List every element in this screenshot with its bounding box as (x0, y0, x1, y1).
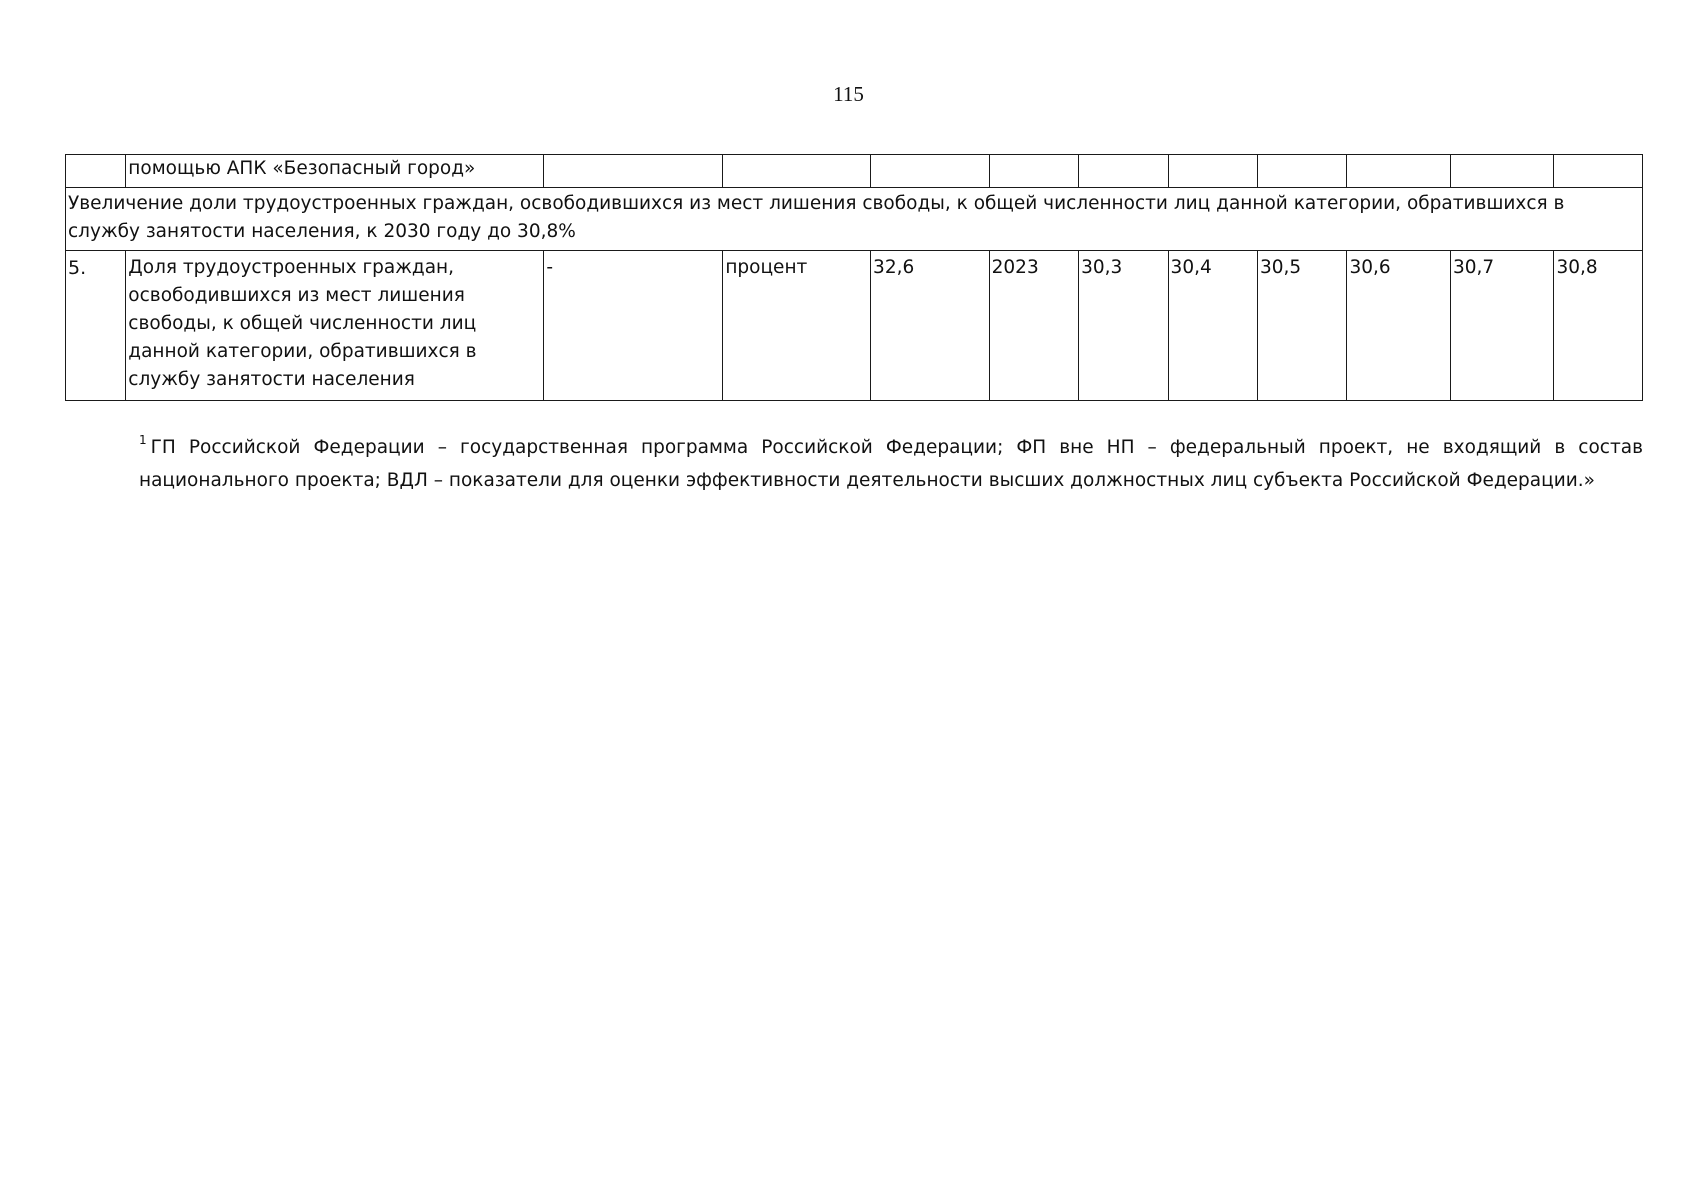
cell-indicator-name: помощью АПК «Безопасный город» (126, 155, 544, 188)
cell-value (1258, 155, 1347, 188)
footnote (65, 424, 1643, 497)
cell-value (1450, 155, 1554, 188)
cell-value-2027: 30,5 (1258, 251, 1347, 401)
cell-unit: процент (723, 251, 871, 401)
cell-value-2030: 30,8 (1554, 251, 1643, 401)
cell-base-year (989, 155, 1078, 188)
cell-value-2025: 30,3 (1079, 251, 1168, 401)
cell-value (1347, 155, 1451, 188)
page-number: 115 (833, 82, 864, 106)
table-row-section (66, 188, 1643, 251)
section-title: Увеличение доли трудоустроенных граждан, освободившихся из мест лишения свободы, к общей численности лиц данной категории, обратившихся в службу занятости населения, к 2030 году до 30,8% (66, 188, 1643, 251)
table-row-continuation (66, 155, 1643, 188)
footnote-marker: 1 (139, 433, 147, 447)
cell-value-2029: 30,7 (1450, 251, 1554, 401)
cell-unit (723, 155, 871, 188)
cell-base-year: 2023 (989, 251, 1078, 401)
footnote-body (65, 424, 1643, 497)
cell-indicator-name: Доля трудоустроенных граждан, освободившихся из мест лишения свободы, к общей численности лиц данной категории, обратившихся в службу занятости населения (126, 251, 544, 401)
cell-value-2026: 30,4 (1168, 251, 1257, 401)
cell-level (544, 155, 723, 188)
cell-number (66, 155, 126, 188)
footnote-text: ГП Российской Федерации – государственная программа Российской Федерации; ФП вне НП – федеральный проект, не входящий в состав национального проекта; ВДЛ – показатели для оценки эффективности деятельности высших должностных лиц субъекта Российской Федерации.» (139, 437, 1643, 491)
cell-level: - (544, 251, 723, 401)
cell-base-value: 32,6 (871, 251, 990, 401)
table-row (66, 251, 1643, 401)
cell-value-2028: 30,6 (1347, 251, 1451, 401)
cell-number: 5. (66, 251, 126, 401)
indicators-table (65, 154, 1643, 401)
cell-value (1168, 155, 1257, 188)
cell-value (1554, 155, 1643, 188)
cell-value (1079, 155, 1168, 188)
cell-base-value (871, 155, 990, 188)
